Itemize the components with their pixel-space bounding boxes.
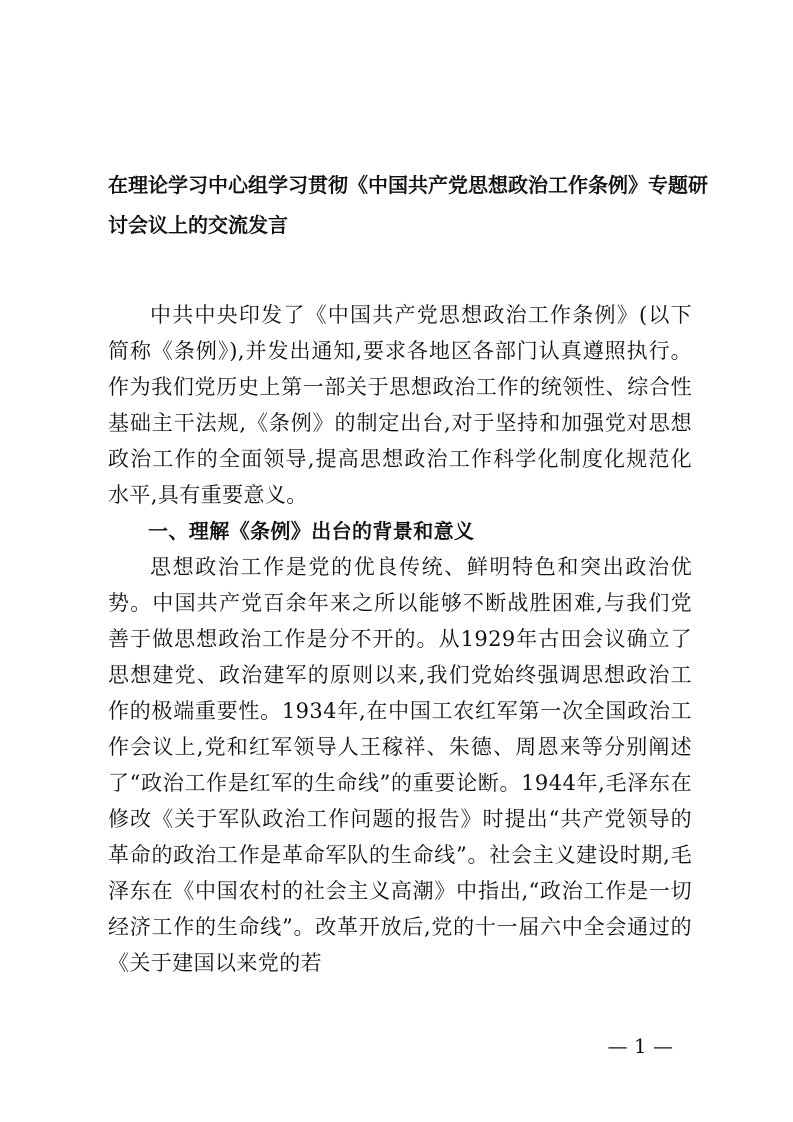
page-number: — 1 —	[607, 1034, 673, 1058]
document-title: 在理论学习中心组学习贯彻《中国共产党思想政治工作条例》专题研讨会议上的交流发言	[108, 173, 708, 237]
section-paragraph: 思想政治工作是党的优良传统、鲜明特色和突出政治优势。中国共产党百余年来之所以能够不断战胜困难,与我们党善于做思想政治工作是分不开的。从1929年古田会议确立了思想建党、政治建军的原则以来,我们党始终强调思想政治工作的极端重要性。1934年,在中国工农红军第一次全国政治工作会议上,党和红军领导人王稼祥、朱德、周恩来等分别阐述了“政治工作是红军的生命线”的重要论断。1944年,毛泽东在修改《关于军队政治工作问题的报告》时提出“共产党领导的革命的政治工作是革命军队的生命线”。社会主义建设时期,毛泽东在《中国农村的社会主义高潮》中指出,“政治工作是一切经济工作的生命线”。改革开放后,党的十一届六中全会通过的《关于建国以来党的若	[108, 555, 692, 975]
intro-paragraph: 中共中央印发了《中国共产党思想政治工作条例》(以下简称《条例》),并发出通知,要求各地区各部门认真遵照执行。作为我们党历史上第一部关于思想政治工作的统领性、综合性基础主干法规,《条例》的制定出台,对于坚持和加强党对思想政治工作的全面领导,提高思想政治工作科学化制度化规范化水平,具有重要意义。	[108, 303, 692, 507]
section-heading: 一、理解《条例》出台的背景和意义	[148, 519, 475, 543]
document-body	[108, 297, 692, 981]
